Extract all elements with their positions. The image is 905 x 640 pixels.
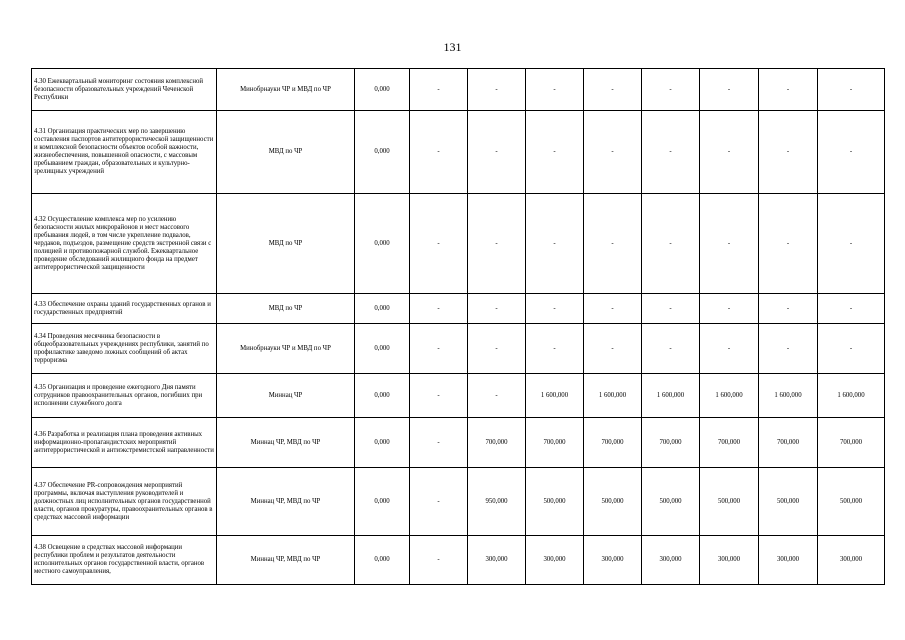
program-measures-table xyxy=(31,68,885,585)
year-value-cell: - xyxy=(410,69,468,111)
measure-description-cell: 4.36 Разработка и реализация плана проведения активных информационно-пропагандистских мероприятий антитеррористической и антиэкстремистской направленности xyxy=(32,418,217,468)
year-value-cell: - xyxy=(700,69,759,111)
executor-cell: МВД по ЧР xyxy=(217,194,355,294)
year-value-cell: 500,000 xyxy=(642,468,700,536)
year-value-cell: 950,000 xyxy=(468,468,526,536)
year-value-cell: - xyxy=(526,294,584,324)
table-row xyxy=(32,418,885,468)
measure-description-cell: 4.34 Проведения месячника безопасности в общеобразовательных учреждениях республики, занятий по профилактике заведомо ложных сообщений об актах терроризма xyxy=(32,324,217,374)
year-value-cell: - xyxy=(759,111,818,194)
year-value-cell: - xyxy=(410,374,468,418)
measure-description-cell: 4.31 Организация практических мер по завершению составления паспортов антитеррористической защищенности и комплексной безопасности объектов особой важности, жизнеобеспечения, повышенной опасности, с массовым пребыванием граждан, образовательных и культурно-зрелищных учреждений xyxy=(32,111,217,194)
table-row xyxy=(32,468,885,536)
year-value-cell: - xyxy=(818,69,885,111)
year-value-cell: - xyxy=(759,324,818,374)
year-value-cell: - xyxy=(410,536,468,585)
year-value-cell: - xyxy=(410,324,468,374)
year-value-cell: - xyxy=(468,374,526,418)
total-cell: 0,000 xyxy=(355,418,410,468)
year-value-cell: 500,000 xyxy=(818,468,885,536)
total-cell: 0,000 xyxy=(355,468,410,536)
year-value-cell: 700,000 xyxy=(584,418,642,468)
year-value-cell: - xyxy=(700,324,759,374)
year-value-cell: - xyxy=(468,324,526,374)
year-value-cell: - xyxy=(584,294,642,324)
year-value-cell: - xyxy=(584,69,642,111)
table-row xyxy=(32,111,885,194)
year-value-cell: - xyxy=(468,194,526,294)
measure-description-cell: 4.37 Обеспечение PR-сопровождения мероприятий программы, включая выступления руководителей и должностных лиц исполнительных органов государственной власти, органов прокуратуры, правоохранительных органов в средствах массовой информации xyxy=(32,468,217,536)
table-row xyxy=(32,324,885,374)
total-cell: 0,000 xyxy=(355,111,410,194)
year-value-cell: 500,000 xyxy=(526,468,584,536)
table-row xyxy=(32,69,885,111)
year-value-cell: 700,000 xyxy=(700,418,759,468)
year-value-cell: - xyxy=(410,111,468,194)
year-value-cell: - xyxy=(584,324,642,374)
year-value-cell: 1 600,000 xyxy=(584,374,642,418)
year-value-cell: 1 600,000 xyxy=(642,374,700,418)
total-cell: 0,000 xyxy=(355,194,410,294)
year-value-cell: 500,000 xyxy=(759,468,818,536)
year-value-cell: 300,000 xyxy=(700,536,759,585)
year-value-cell: 300,000 xyxy=(584,536,642,585)
year-value-cell: 1 600,000 xyxy=(818,374,885,418)
year-value-cell: 500,000 xyxy=(584,468,642,536)
total-cell: 0,000 xyxy=(355,374,410,418)
year-value-cell: - xyxy=(642,324,700,374)
year-value-cell: 300,000 xyxy=(642,536,700,585)
year-value-cell: - xyxy=(410,468,468,536)
year-value-cell: 700,000 xyxy=(818,418,885,468)
year-value-cell: - xyxy=(642,194,700,294)
year-value-cell: - xyxy=(759,194,818,294)
page-number: 131 xyxy=(443,40,462,54)
year-value-cell: - xyxy=(526,324,584,374)
year-value-cell: - xyxy=(410,418,468,468)
total-cell: 0,000 xyxy=(355,324,410,374)
year-value-cell: 1 600,000 xyxy=(526,374,584,418)
year-value-cell: 300,000 xyxy=(759,536,818,585)
measure-description-cell: 4.38 Освещение в средствах массовой информации республики проблем и результатов деятельности исполнительных органов государственной власти, органов местного самоуправления, xyxy=(32,536,217,585)
executor-cell: Минобрнауки ЧР и МВД по ЧР xyxy=(217,324,355,374)
year-value-cell: 300,000 xyxy=(468,536,526,585)
year-value-cell: - xyxy=(642,294,700,324)
executor-cell: МВД по ЧР xyxy=(217,111,355,194)
year-value-cell: - xyxy=(410,294,468,324)
year-value-cell: - xyxy=(818,324,885,374)
year-value-cell: 500,000 xyxy=(700,468,759,536)
year-value-cell: 700,000 xyxy=(642,418,700,468)
table-row xyxy=(32,536,885,585)
year-value-cell: - xyxy=(700,294,759,324)
year-value-cell: 700,000 xyxy=(526,418,584,468)
measure-description-cell: 4.35 Организация и проведение ежегодного Дня памяти сотрудников правоохранительных органов, погибших при исполнении служебного долга xyxy=(32,374,217,418)
year-value-cell: - xyxy=(584,194,642,294)
year-value-cell: - xyxy=(526,194,584,294)
table-row xyxy=(32,194,885,294)
year-value-cell: - xyxy=(700,111,759,194)
total-cell: 0,000 xyxy=(355,69,410,111)
table-row xyxy=(32,374,885,418)
year-value-cell: - xyxy=(526,69,584,111)
year-value-cell: - xyxy=(584,111,642,194)
total-cell: 0,000 xyxy=(355,294,410,324)
executor-cell: Миннац ЧР, МВД по ЧР xyxy=(217,418,355,468)
executor-cell: Минобрнауки ЧР и МВД по ЧР xyxy=(217,69,355,111)
year-value-cell: 700,000 xyxy=(468,418,526,468)
year-value-cell: - xyxy=(468,111,526,194)
year-value-cell: - xyxy=(759,294,818,324)
total-cell: 0,000 xyxy=(355,536,410,585)
year-value-cell: - xyxy=(468,69,526,111)
executor-cell: Миннац ЧР, МВД по ЧР xyxy=(217,536,355,585)
year-value-cell: - xyxy=(818,294,885,324)
executor-cell: Миннац ЧР xyxy=(217,374,355,418)
year-value-cell: - xyxy=(818,194,885,294)
year-value-cell: - xyxy=(410,194,468,294)
measure-description-cell: 4.32 Осуществление комплекса мер по усилению безопасности жилых микрорайонов и мест массового пребывания людей, в том числе укрепление подвалов, чердаков, подъездов, размещение средств экстренной связи с полицией и противопожарной службой. Ежеквартальное проведение обследований жилищного фонда на предмет антитеррористической защищенности xyxy=(32,194,217,294)
year-value-cell: - xyxy=(759,69,818,111)
year-value-cell: - xyxy=(700,194,759,294)
year-value-cell: - xyxy=(642,69,700,111)
year-value-cell: 1 600,000 xyxy=(759,374,818,418)
year-value-cell: - xyxy=(468,294,526,324)
executor-cell: Миннац ЧР, МВД по ЧР xyxy=(217,468,355,536)
measure-description-cell: 4.30 Ежеквартальный мониторинг состояния комплексной безопасности образовательных учреждений Чеченской Республики xyxy=(32,69,217,111)
executor-cell: МВД по ЧР xyxy=(217,294,355,324)
year-value-cell: 300,000 xyxy=(526,536,584,585)
year-value-cell: 1 600,000 xyxy=(700,374,759,418)
table-row xyxy=(32,294,885,324)
year-value-cell: 700,000 xyxy=(759,418,818,468)
year-value-cell: - xyxy=(642,111,700,194)
year-value-cell: - xyxy=(526,111,584,194)
measure-description-cell: 4.33 Обеспечение охраны зданий государственных органов и государственных предприятий xyxy=(32,294,217,324)
year-value-cell: 300,000 xyxy=(818,536,885,585)
year-value-cell: - xyxy=(818,111,885,194)
